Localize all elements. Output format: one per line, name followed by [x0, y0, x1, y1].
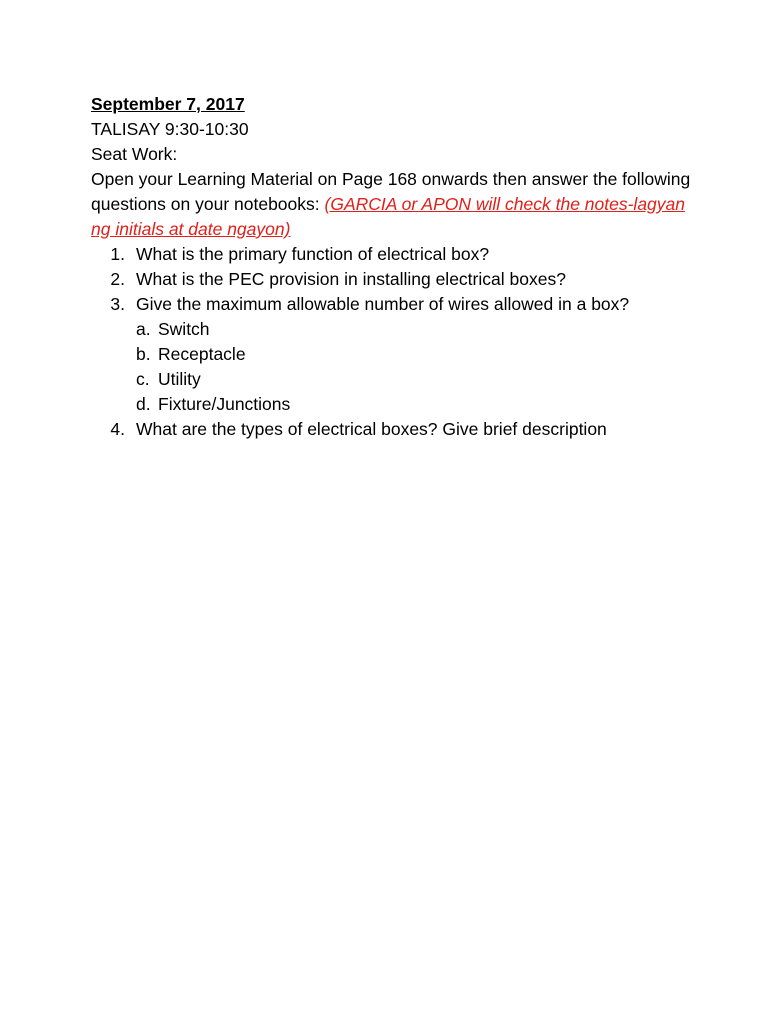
sub-item-letter: a.: [136, 319, 151, 339]
question-text: What are the types of electrical boxes? Give brief description: [136, 419, 607, 439]
sub-item-text: Utility: [158, 369, 201, 389]
sub-item: [136, 317, 691, 342]
question-text: What is the primary function of electrical box?: [136, 244, 490, 264]
wire-type-list: [136, 317, 691, 417]
checker-note: (GARCIA or APON will check the notes-lagyan ng initials at date ngayon): [91, 194, 686, 239]
question-text: Give the maximum allowable number of wires allowed in a box?: [136, 294, 630, 314]
question-list: [91, 242, 691, 442]
question-number: 2.: [110, 269, 125, 289]
sub-item-letter: d.: [136, 394, 151, 414]
sub-item: [136, 392, 691, 417]
question-number: 1.: [110, 244, 125, 264]
sub-item: [136, 342, 691, 367]
sub-item-text: Receptacle: [158, 344, 246, 364]
section-heading: Seat Work:: [91, 144, 178, 164]
instruction-text: Open your Learning Material on Page 168 onwards then answer the following questions on your notebooks:: [91, 169, 691, 214]
question-text: What is the PEC provision in installing electrical boxes?: [136, 269, 566, 289]
sub-item: [136, 367, 691, 392]
question-item: [91, 417, 691, 442]
sub-item-letter: b.: [136, 344, 151, 364]
document-page: [91, 92, 691, 442]
sub-item-text: Switch: [158, 319, 210, 339]
document-date: September 7, 2017: [91, 94, 245, 114]
question-number: 4.: [110, 419, 125, 439]
sub-item-letter: c.: [136, 369, 150, 389]
instruction-paragraph: [91, 167, 691, 242]
question-item: [91, 242, 691, 267]
question-number: 3.: [110, 294, 125, 314]
question-item: [91, 292, 691, 417]
question-item: [91, 267, 691, 292]
class-line: TALISAY 9:30-10:30: [91, 119, 249, 139]
sub-item-text: Fixture/Junctions: [158, 394, 291, 414]
